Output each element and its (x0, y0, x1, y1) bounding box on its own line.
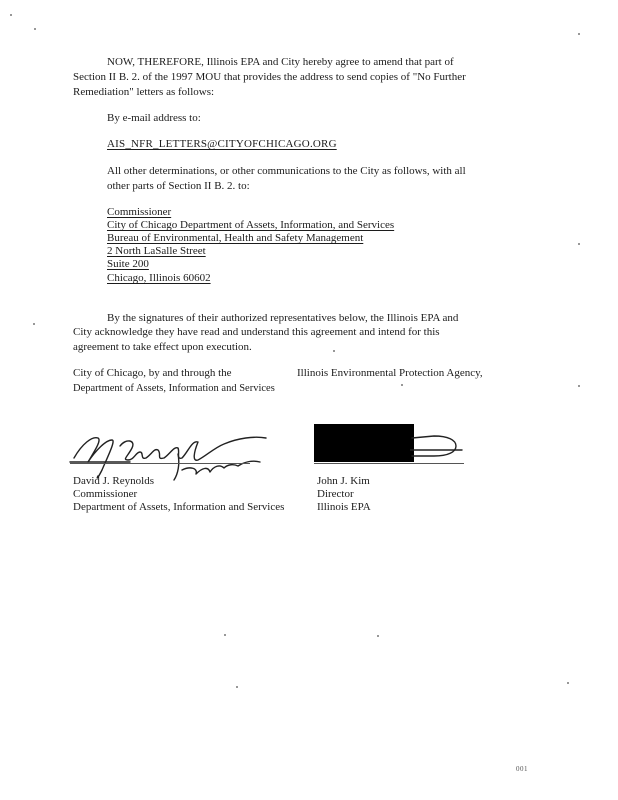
party-right-line-1: Illinois Environmental Protection Agency, (297, 367, 483, 379)
signer-right-org: Illinois EPA (317, 501, 371, 513)
redaction-box (314, 424, 414, 462)
paragraph-2-line-1: All other determinations, or other communications to the City as follows, with all (107, 165, 466, 177)
email-intro: By e-mail address to: (107, 112, 201, 124)
scan-speck (567, 682, 569, 684)
address-line-commissioner: Commissioner (107, 206, 172, 218)
signer-left-name: David J. Reynolds (73, 475, 154, 487)
party-left-line-1: City of Chicago, by and through the (73, 367, 232, 379)
paragraph-3-line-2: City acknowledge they have read and understand this agreement and intend for this (73, 326, 440, 338)
paragraph-3-line-1: By the signatures of their authorized representatives below, the Illinois EPA and (107, 312, 459, 324)
signer-right-title: Director (317, 488, 354, 500)
paragraph-3-line-3: agreement to take effect upon execution. (73, 341, 252, 353)
paragraph-2-line-2: other parts of Section II B. 2. to: (107, 180, 250, 192)
scan-speck (578, 33, 580, 35)
address-line-city: Chicago, Illinois 60602 (107, 272, 211, 284)
signature-line-right (314, 463, 464, 464)
signer-left-org: Department of Assets, Information and Services (73, 501, 285, 513)
email-address-link[interactable]: AIS_NFR_LETTERS@CITYOFCHICAGO.ORG (107, 138, 337, 150)
party-left-line-2: Department of Assets, Information and Services (73, 383, 275, 394)
address-line-bureau: Bureau of Environmental, Health and Safety Management (107, 232, 364, 244)
address-line-suite: Suite 200 (107, 258, 149, 270)
scan-speck (34, 28, 36, 30)
scan-speck (236, 686, 238, 688)
scan-speck (333, 350, 335, 352)
scan-speck (377, 635, 379, 637)
scan-speck (10, 14, 12, 16)
page-stamp: 001 (516, 765, 528, 773)
scan-speck (578, 243, 580, 245)
paragraph-1-line-2: Section II B. 2. of the 1997 MOU that provides the address to send copies of "No Further (73, 71, 466, 83)
signer-left-title: Commissioner (73, 488, 138, 500)
signature-right (410, 430, 470, 470)
paragraph-1-line-1: NOW, THEREFORE, Illinois EPA and City hereby agree to amend that part of (107, 56, 454, 68)
signer-right-name: John J. Kim (317, 475, 370, 487)
address-line-street: 2 North LaSalle Street (107, 245, 206, 257)
paragraph-1-line-3: Remediation" letters as follows: (73, 86, 215, 98)
scan-speck (578, 385, 580, 387)
scan-speck (401, 384, 403, 386)
scan-speck (33, 323, 35, 325)
scan-speck (224, 634, 226, 636)
address-line-department: City of Chicago Department of Assets, Information, and Services (107, 219, 395, 231)
signature-line-left (70, 463, 250, 464)
